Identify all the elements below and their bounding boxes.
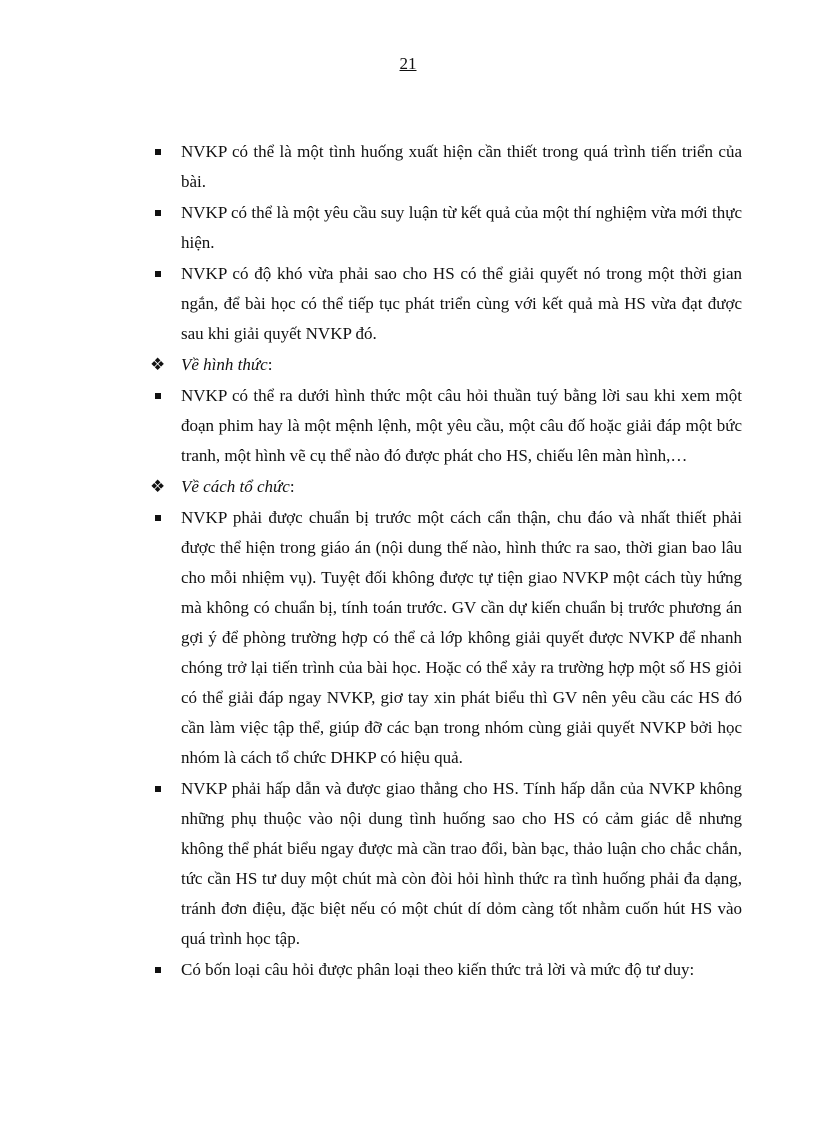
square-bullet-icon <box>155 271 161 277</box>
list-item <box>152 955 742 985</box>
list-item <box>152 381 742 471</box>
list-item <box>152 774 742 954</box>
diamond-bullet-icon: ❖ <box>150 477 166 496</box>
section-heading-text: Về hình thức <box>181 355 268 374</box>
square-bullet-icon <box>155 515 161 521</box>
document-body <box>152 137 742 986</box>
square-bullet-icon <box>155 786 161 792</box>
list-item-text: Có bốn loại câu hỏi được phân loại theo kiến thức trả lời và mức độ tư duy: <box>181 960 695 979</box>
list-item-text: NVKP có thể là một yêu cầu suy luận từ kết quả của một thí nghiệm vừa mới thực hiện. <box>181 203 742 252</box>
list-item-text: NVKP có thể là một tình huống xuất hiện cần thiết trong quá trình tiến triển của bài. <box>181 142 742 191</box>
section-heading-colon: : <box>289 477 295 496</box>
list-item <box>152 259 742 349</box>
section-heading-text: Về cách tổ chức <box>181 477 290 496</box>
list-item <box>152 503 742 773</box>
list-item-text: NVKP phải hấp dẫn và được giao thẳng cho HS. Tính hấp dẫn của NVKP không những phụ thuộc vào nội dung tình huống sao cho HS có cảm giác dễ nhưng không thể phát biểu ngay được mà cần trao đổi, bàn bạc, thảo luận cho chắc chắn, tức cần HS tư duy một chút mà còn đòi hỏi hình thức ra tình huống phải đa dạng, tránh đơn điệu, đặc biệt nếu có một chút dí dỏm càng tốt nhằm cuốn hút HS vào quá trình học tập. <box>181 779 742 948</box>
section-heading-organization <box>152 472 742 502</box>
square-bullet-icon <box>155 210 161 216</box>
list-item-text: NVKP có thể ra dưới hình thức một câu hỏi thuần tuý bằng lời sau khi xem một đoạn phim hay là một mệnh lệnh, một yêu cầu, một câu đố hoặc giải đáp một bức tranh, một hình vẽ cụ thể nào đó được phát cho HS, chiếu lên màn hình,… <box>181 386 742 465</box>
section-heading-form <box>152 350 742 380</box>
diamond-bullet-icon: ❖ <box>150 355 166 374</box>
list-item-text: NVKP phải được chuẩn bị trước một cách cẩn thận, chu đáo và nhất thiết phải được thể hiện trong giáo án (nội dung thế nào, hình thức ra sao, thời gian bao lâu cho mỗi nhiệm vụ). Tuyệt đối không được tự tiện giao NVKP một cách tùy hứng mà không có chuẩn bị, tính toán trước. GV cần dự kiến chuẩn bị trước phương án gợi ý để phòng trường hợp có thể cả lớp không giải quyết được NVKP để nhanh chóng trở lại tiến trình của bài học. Hoặc có thể xảy ra trường hợp một số HS giỏi có thể giải đáp ngay NVKP, giơ tay xin phát biểu thì GV nên yêu cầu các HS đó cần làm việc tập thể, giúp đỡ các bạn trong nhóm cùng giải quyết NVKP bởi học nhóm là cách tổ chức DHKP có hiệu quả. <box>181 508 742 767</box>
list-item-text: NVKP có độ khó vừa phải sao cho HS có thể giải quyết nó trong một thời gian ngắn, để bài học có thể tiếp tục phát triển cùng với kết quả mà HS vừa đạt được sau khi giải quyết NVKP đó. <box>181 264 742 343</box>
square-bullet-icon <box>155 393 161 399</box>
list-item <box>152 137 742 197</box>
square-bullet-icon <box>155 149 161 155</box>
square-bullet-icon <box>155 967 161 973</box>
section-heading-colon: : <box>267 355 273 374</box>
page-number: 21 <box>399 54 417 73</box>
list-item <box>152 198 742 258</box>
